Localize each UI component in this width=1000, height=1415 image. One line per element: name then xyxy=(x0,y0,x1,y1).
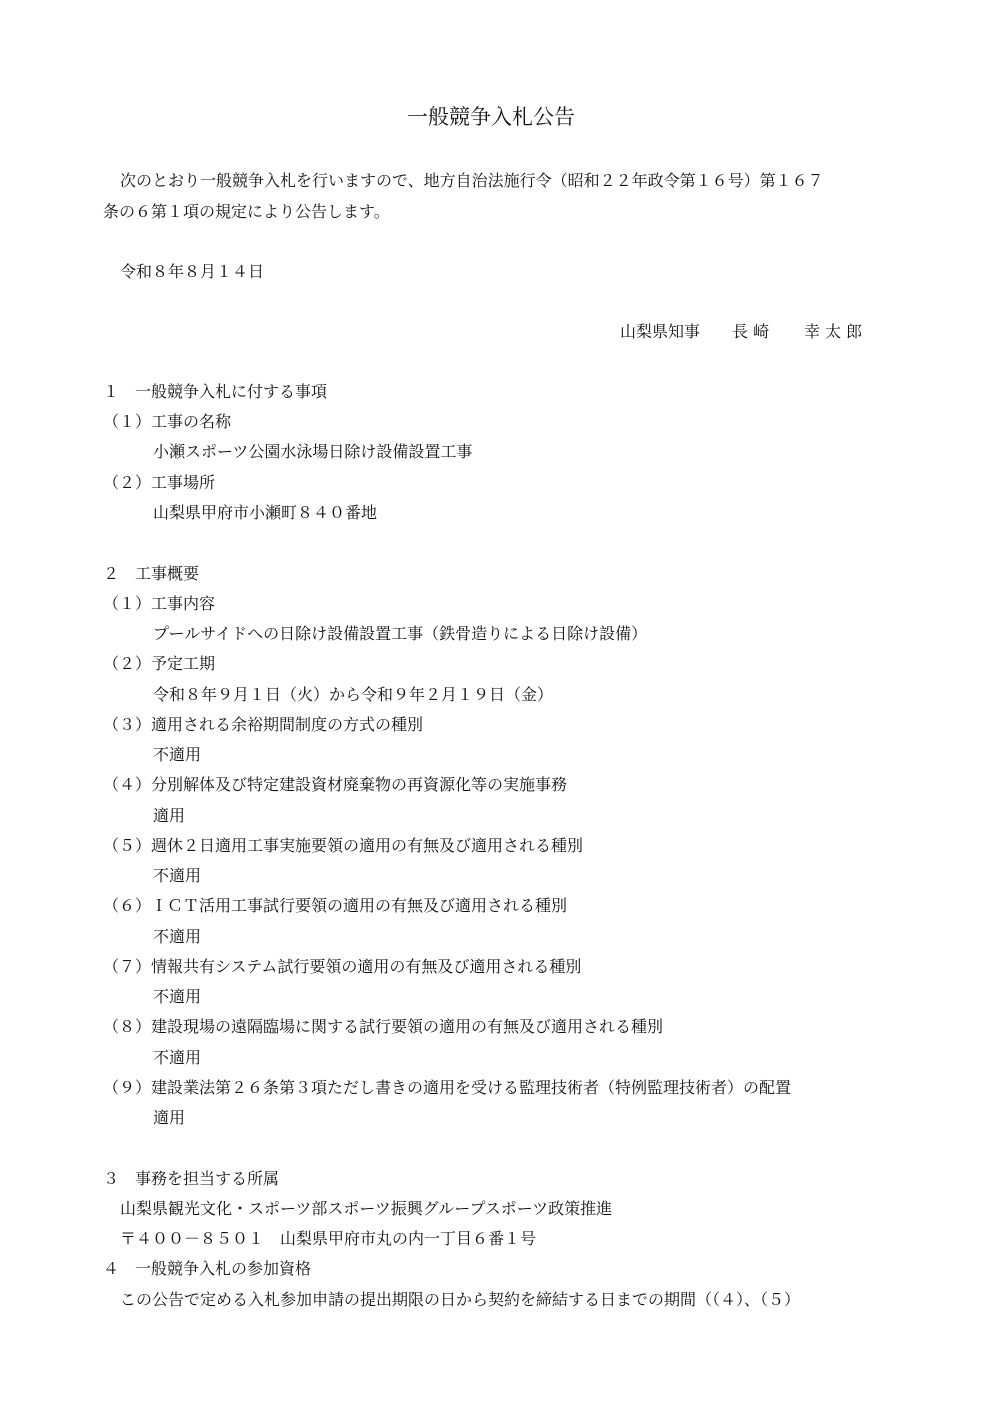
section-3-department: 山梨県観光文化・スポーツ部スポーツ振興グループスポーツ政策推進 xyxy=(120,1199,613,1218)
section-1-item-2-label: （２）工事場所 xyxy=(103,473,216,492)
section-2-item-1-value: プールサイドへの日除け設備設置工事（鉄骨造りによる日除け設備） xyxy=(153,624,648,643)
section-2-item-3-value: 不適用 xyxy=(153,745,202,764)
section-2-item-1-label: （１）工事内容 xyxy=(103,594,216,613)
section-4-text: この公告で定める入札参加申請の提出期限の日から契約を締結する日までの期間（（４）、（５） xyxy=(120,1290,801,1309)
section-3-heading: ３ 事務を担当する所属 xyxy=(103,1169,280,1188)
section-2-item-8-label: （８）建設現場の遠隔臨場に関する試行要領の適用の有無及び適用される種別 xyxy=(103,1017,664,1036)
section-2-item-3-label: （３）適用される余裕期間制度の方式の種別 xyxy=(103,715,424,734)
section-1-item-1-label: （１）工事の名称 xyxy=(103,412,232,431)
section-2-item-2-value: 令和８年９月１日（火）から令和９年２月１９日（金） xyxy=(153,685,554,704)
section-2-item-9-value: 適用 xyxy=(153,1108,186,1127)
section-2-item-6-label: （６）ＩＣＴ活用工事試行要領の適用の有無及び適用される種別 xyxy=(103,896,568,915)
section-2-item-8-value: 不適用 xyxy=(153,1048,202,1067)
intro-line-2: 条の６第１項の規定により公告します。 xyxy=(103,202,390,221)
section-1-item-2-value: 山梨県甲府市小瀬町８４０番地 xyxy=(153,503,378,522)
section-2-item-2-label: （２）予定工期 xyxy=(103,654,216,673)
section-2-item-5-label: （５）週休２日適用工事実施要領の適用の有無及び適用される種別 xyxy=(103,836,584,855)
section-2-item-4-label: （４）分別解体及び特定建設資材廃棄物の再資源化等の実施事務 xyxy=(103,775,568,794)
notice-date: 令和８年８月１４日 xyxy=(120,262,265,281)
section-2-item-7-label: （７）情報共有システム試行要領の適用の有無及び適用される種別 xyxy=(103,957,582,976)
section-1-item-1-value: 小瀬スポーツ公園水泳場日除け設備設置工事 xyxy=(153,442,473,461)
section-2-heading: ２ 工事概要 xyxy=(103,564,200,583)
signatory-given-name: 幸 太 郎 xyxy=(804,322,863,341)
section-1-heading: １ 一般競争入札に付する事項 xyxy=(103,382,328,401)
section-2-item-9-label: （９）建設業法第２６条第３項ただし書きの適用を受ける監理技術者（特例監理技術者）の配置 xyxy=(103,1078,792,1097)
section-2-item-6-value: 不適用 xyxy=(153,927,202,946)
section-2-item-4-value: 適用 xyxy=(153,806,186,825)
intro-line-1: 次のとおり一般競争入札を行いますので、地方自治法施行令（昭和２２年政令第１６号）第１６７ xyxy=(120,171,824,190)
section-2-item-7-value: 不適用 xyxy=(153,987,202,1006)
signatory-office: 山梨県知事 xyxy=(620,322,701,341)
section-3-address: 〒４００－８５０１ 山梨県甲府市丸の内一丁目６番１号 xyxy=(120,1229,537,1248)
section-4-heading: ４ 一般競争入札の参加資格 xyxy=(103,1259,312,1278)
section-2-item-5-value: 不適用 xyxy=(153,866,202,885)
document-title: 一般競争入札公告 xyxy=(407,105,575,129)
signatory-surname: 長 崎 xyxy=(732,322,770,341)
